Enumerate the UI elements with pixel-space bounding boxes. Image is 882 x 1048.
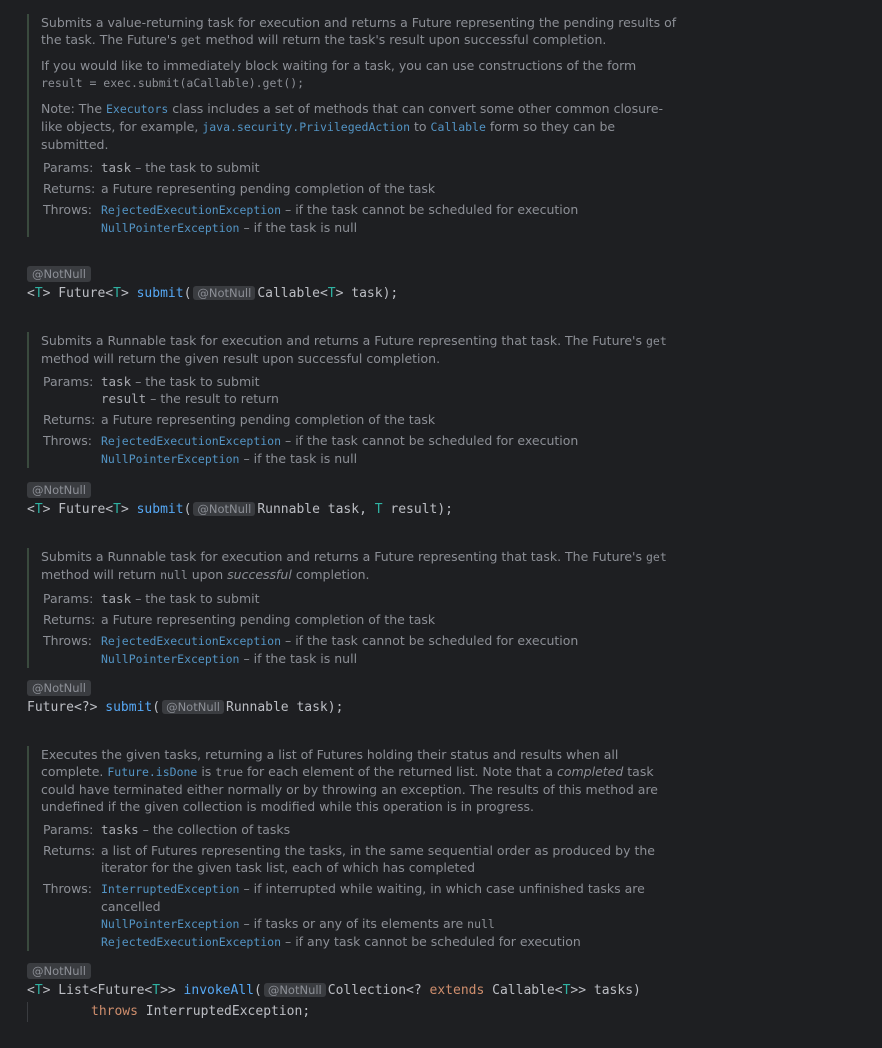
javadoc-submit-runnable — [27, 548, 681, 668]
notnull-annotation: @NotNull — [27, 266, 91, 282]
doc-tags: Params: tasks – the collection of tasks Returns: a list of Futures representing the tasks, in the same sequential order as produced by the iterator for the given task list, each of which has completed Throws: InterruptedException – if interrupted while waiting, in which case unfinished tasks are cancelled NullPointerException – if tasks or any of its elements are null RejectedExecutionException – if any task cannot be scheduled for execution — [43, 822, 655, 949]
javadoc-invoke-all — [27, 746, 681, 951]
method-name[interactable]: submit — [136, 286, 184, 301]
link-null-pointer-exception[interactable]: NullPointerException — [101, 452, 240, 466]
link-future-isdone[interactable]: Future.isDone — [107, 765, 198, 779]
link-null-pointer-exception[interactable]: NullPointerException — [101, 652, 240, 666]
notnull-param-annotation: @NotNull — [162, 700, 224, 714]
link-callable[interactable]: Callable — [430, 120, 486, 134]
link-rejected-execution-exception[interactable]: RejectedExecutionException — [101, 434, 282, 448]
notnull-annotation: @NotNull — [27, 963, 91, 979]
link-rejected-execution-exception[interactable]: RejectedExecutionException — [101, 935, 282, 949]
doc-tags: Params: task – the task to submit Returns: a Future representing pending completion of the task Throws: RejectedExecutionException – if the task cannot be scheduled for execution NullPointerException – if the task is null — [43, 591, 579, 666]
throws-clause[interactable]: throws InterruptedException; — [91, 1004, 311, 1019]
doc-tags: Params: task – the task to submit result – the result to return Returns: a Future representing pending completion of the task Throws: RejectedExecutionException – if the task cannot be scheduled for execution NullPointerException – if the task is null — [43, 374, 579, 466]
method-signature[interactable]: <T> Future<T> submit( @NotNull Callable<T> task); — [27, 286, 399, 301]
link-executors[interactable]: Executors — [106, 102, 169, 116]
method-name[interactable]: invokeAll — [183, 983, 254, 998]
javadoc-submit-callable — [27, 14, 681, 237]
method-name[interactable]: submit — [105, 700, 153, 715]
doc-paragraph: If you would like to immediately block waiting for a task, you can use constructions of the form result = exec.submit(aCallable).get(); — [41, 58, 637, 90]
link-null-pointer-exception[interactable]: NullPointerException — [101, 221, 240, 235]
notnull-annotation: @NotNull — [27, 680, 91, 696]
link-privileged-action[interactable]: java.security.PrivilegedAction — [202, 120, 411, 134]
indent-guide — [27, 1002, 28, 1022]
link-null-pointer-exception[interactable]: NullPointerException — [101, 917, 240, 931]
doc-paragraph: Note: The Executors class includes a set of methods that can convert some other common closure-like objects, for example, java.security.PrivilegedAction to Callable form so they can be submitted. — [41, 101, 664, 152]
notnull-param-annotation: @NotNull — [193, 502, 255, 516]
notnull-param-annotation: @NotNull — [264, 983, 326, 997]
doc-paragraph: Executes the given tasks, returning a list of Futures holding their status and results when all complete. Future.isDone is true for each element of the returned list. Note that a completed task could have terminated either normally or by throwing an exception. The results of this method are undefined if the given collection is modified while this operation is in progress. — [41, 747, 658, 814]
doc-paragraph: Submits a Runnable task for execution and returns a Future representing that task. The Future's get method will return the given result upon successful completion. — [41, 333, 667, 366]
doc-tags: Params: task – the task to submit Returns: a Future representing pending completion of the task Throws: RejectedExecutionException – if the task cannot be scheduled for execution NullPointerException – if the task is null — [43, 160, 579, 235]
method-signature[interactable]: <T> List<Future<T>> invokeAll( @NotNull Collection<? extends Callable<T>> tasks) — [27, 983, 641, 998]
notnull-param-annotation: @NotNull — [193, 286, 255, 300]
notnull-annotation: @NotNull — [27, 482, 91, 498]
link-interrupted-exception[interactable]: InterruptedException — [101, 882, 240, 896]
doc-paragraph: Submits a Runnable task for execution and returns a Future representing that task. The Future's get method will return null upon successful completion. — [41, 549, 667, 582]
doc-paragraph: Submits a value-returning task for execution and returns a Future representing the pending results of the task. The Future's get method will return the task's result upon successful completion. — [41, 15, 677, 47]
method-name[interactable]: submit — [136, 502, 184, 517]
method-signature[interactable]: Future<?> submit( @NotNull Runnable task); — [27, 700, 344, 715]
method-signature[interactable]: <T> Future<T> submit( @NotNull Runnable task, T result); — [27, 502, 454, 517]
link-rejected-execution-exception[interactable]: RejectedExecutionException — [101, 203, 282, 217]
javadoc-submit-runnable-result — [27, 332, 681, 468]
link-rejected-execution-exception[interactable]: RejectedExecutionException — [101, 634, 282, 648]
